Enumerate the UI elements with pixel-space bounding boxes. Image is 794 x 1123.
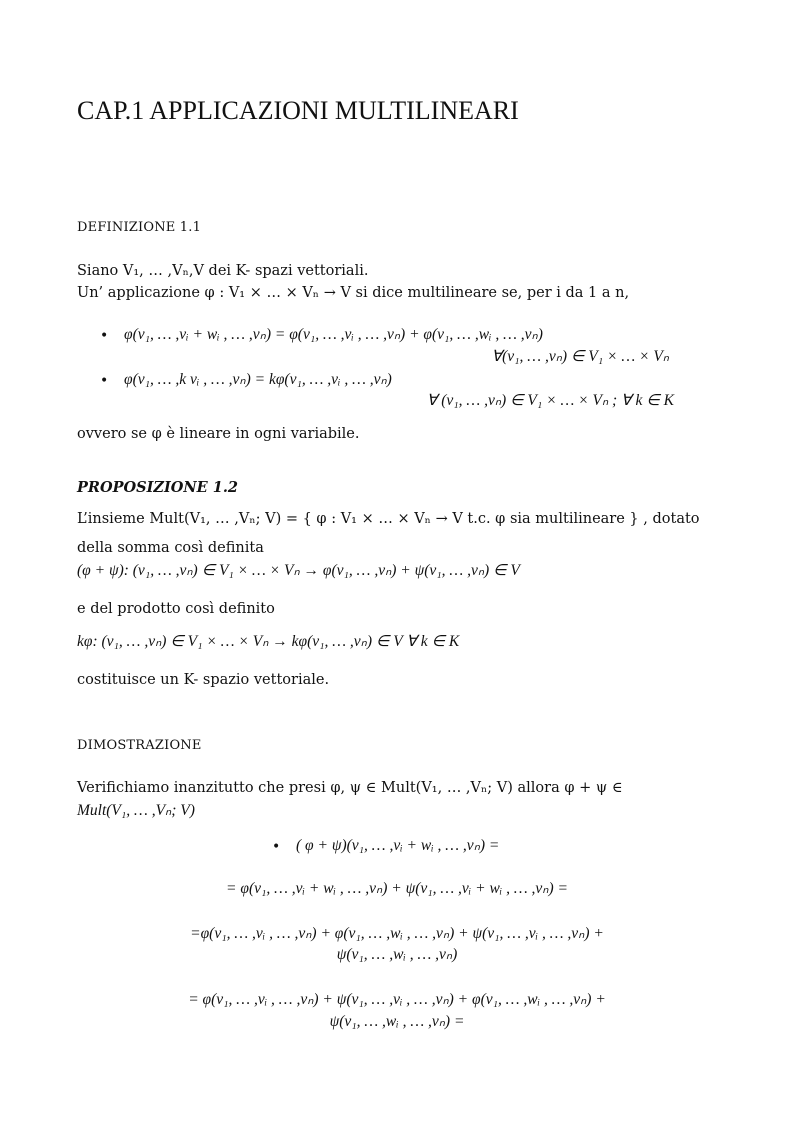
proof-equation-1: ( φ + ψ)(v₁, … ,vᵢ + wᵢ , … ,vₙ) = [296, 837, 500, 854]
proof-line-1: Verifichiamo inanzitutto che presi φ, ψ ∈ Mult(V₁, … ,Vₙ; V) allora φ + ψ ∈ [77, 780, 623, 796]
proof-equation-3b: ψ(v₁, … ,wᵢ , … ,vₙ) [336, 946, 458, 963]
condition-homogeneity-quantifier: ∀ (v₁, … ,vₙ) ∈ V₁ × … × Vₙ ; ∀ k ∈ K [426, 392, 674, 409]
proposition-label: PROPOSIZIONE 1.2 [77, 479, 238, 496]
proof-equation-2: = φ(v₁, … ,vᵢ + wᵢ , … ,vₙ) + ψ(v₁, … ,vᵢ + wᵢ , … ,vₙ) = [226, 880, 568, 897]
proposition-line-3: e del prodotto così definito [77, 601, 275, 617]
definition-label: DEFINIZIONE 1.1 [77, 220, 202, 235]
bullet-icon: • [272, 839, 281, 855]
definition-line-2: Un’ applicazione φ : V₁ × … × Vₙ → V si dice multilineare se, per i da 1 a n, [77, 285, 630, 301]
proof-equation-4b: ψ(v₁, … ,wᵢ , … ,vₙ) = [329, 1013, 465, 1030]
proposition-sum: (φ + ψ): (v₁, … ,vₙ) ∈ V₁ × … × Vₙ → φ(v₁, … ,vₙ) + ψ(v₁, … ,vₙ) ∈ V [77, 562, 520, 579]
bullet-icon: • [100, 328, 109, 344]
proof-label: DIMOSTRAZIONE [77, 738, 202, 753]
definition-line-1: Siano V₁, … ,Vₙ,V dei K- spazi vettoriali. [77, 263, 369, 279]
condition-homogeneity: φ(v₁, … ,k vᵢ , … ,vₙ) = kφ(v₁, … ,vᵢ , … ,vₙ) [124, 371, 392, 388]
condition-additivity-quantifier: ∀(v₁, … ,vₙ) ∈ V₁ × … × Vₙ [491, 348, 669, 365]
proof-equation-4a: = φ(v₁, … ,vᵢ , … ,vₙ) + ψ(v₁, … ,vᵢ , … ,vₙ) + φ(v₁, … ,wᵢ , … ,vₙ) + [188, 991, 606, 1008]
definition-end: ovvero se φ è lineare in ogni variabile. [77, 426, 360, 442]
bullet-icon: • [100, 373, 109, 389]
proof-line-2: Mult(V₁, … ,Vₙ; V) [77, 802, 195, 819]
proof-equation-3a: =φ(v₁, … ,vᵢ , … ,vₙ) + φ(v₁, … ,wᵢ , … ,vₙ) + ψ(v₁, … ,vᵢ , … ,vₙ) + [190, 925, 604, 942]
proposition-product: kφ: (v₁, … ,vₙ) ∈ V₁ × … × Vₙ → kφ(v₁, … ,vₙ) ∈ V ∀ k ∈ K [77, 633, 460, 650]
proposition-end: costituisce un K- spazio vettoriale. [77, 672, 330, 688]
condition-additivity: φ(v₁, … ,vᵢ + wᵢ , … ,vₙ) = φ(v₁, … ,vᵢ , … ,vₙ) + φ(v₁, … ,wᵢ , … ,vₙ) [124, 326, 543, 343]
proposition-line-1: L’insieme Mult(V₁, … ,Vₙ; V) = { φ : V₁ × … × Vₙ → V t.c. φ sia multilineare } , dotato [77, 511, 700, 527]
chapter-title: CAP.1 APPLICAZIONI MULTILINEARI [77, 96, 519, 125]
proposition-line-2: della somma così definita [77, 540, 264, 556]
